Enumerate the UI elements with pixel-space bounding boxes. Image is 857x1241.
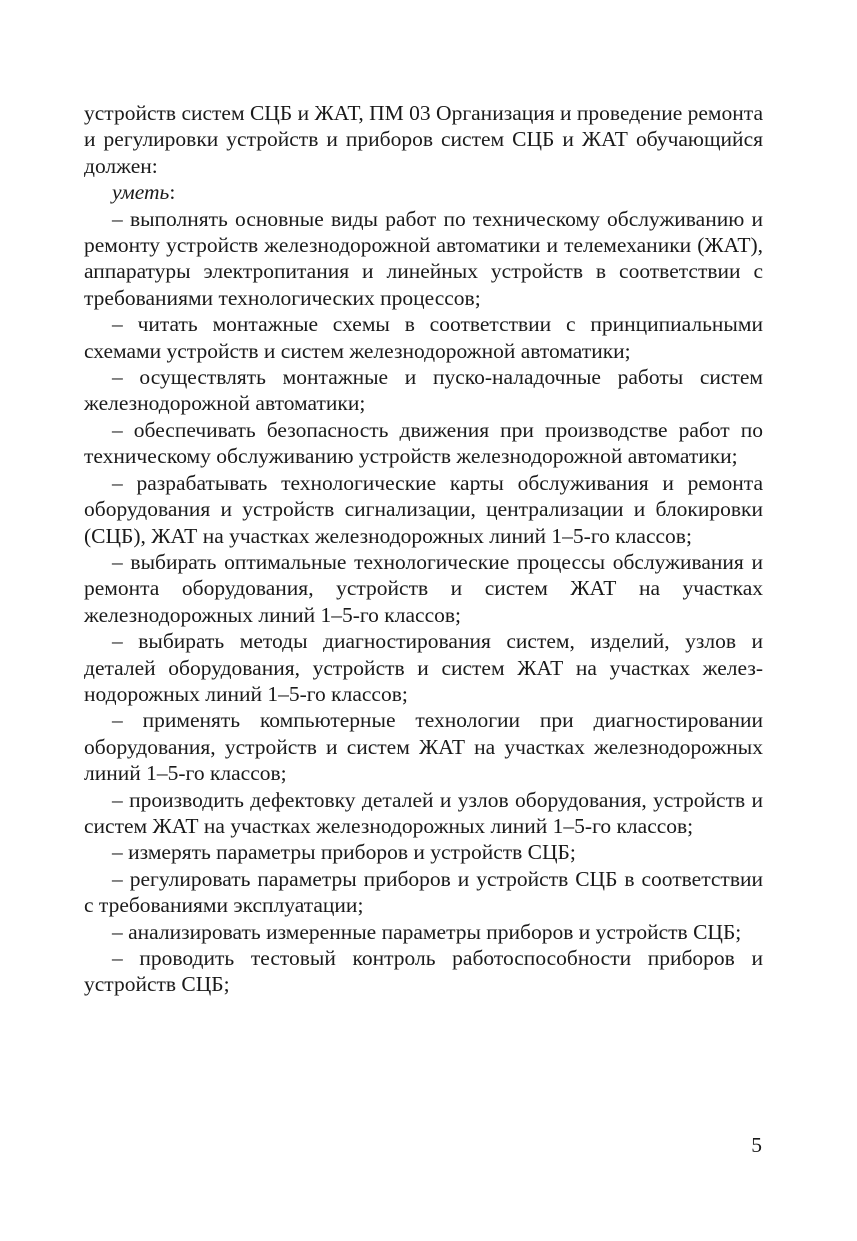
list-item: – выбирать оптимальные технологические процессы обслуживания и ремонта оборудования, устройств и систем ЖАТ на участках железнодорожных линий 1–5-го классов; (84, 549, 763, 627)
list-item: – разрабатывать технологические карты обслуживания и ремонта оборудования и устройств сигнализации, централизации и блокировки (СЦБ), ЖАТ на участках железнодорожных линий 1–5-го классов; (84, 470, 763, 548)
list-item: – обеспечивать безопасность движения при производстве работ по техническому обслуживанию устройств железнодорожной автоматики; (84, 417, 763, 469)
list-item: – применять компьютерные технологии при диагностировании оборудования, устройств и систем ЖАТ на участках железнодорожных линий 1–5-го классов; (84, 708, 763, 786)
page-body (84, 100, 763, 998)
list-item: – выполнять основные виды работ по техническому обслуживанию и ремонту устройств железнодорожной автоматики и телемеханики (ЖАТ), аппаратуры электропитания и линейных устройств в соответствии с требованиями технологических процессов; (84, 206, 763, 310)
list-item: – анализировать измеренные параметры приборов и устройств СЦБ; (112, 919, 742, 944)
list-item: – осуществлять монтажные и пуско-наладочные работы систем железнодорожной автоматики; (84, 365, 763, 416)
list-item: – регулировать параметры приборов и устройств СЦБ в соответствии с требованиями эксплуатации; (84, 866, 763, 918)
page-number: 5 (751, 1133, 762, 1157)
list-item: – измерять параметры приборов и устройств СЦБ; (112, 840, 576, 865)
list-item: – проводить тестовый контроль работоспособности приборов и устройств СЦБ; (84, 946, 763, 997)
skills-label-word: уметь (112, 180, 170, 205)
list-item: – производить дефектовку деталей и узлов оборудования, устройств и систем ЖАТ на участках железнодорожных линий 1–5-го классов; (84, 787, 763, 838)
skills-label-colon: : (169, 180, 176, 205)
list-item: – читать монтажные схемы в соответствии с принципиальными схемами устройств и систем железнодорожной автоматики; (84, 312, 763, 363)
skills-label (84, 179, 763, 205)
list-item: – выбирать методы диагностирования систем, изделий, узлов и деталей оборудования, устройств и систем ЖАТ на участках железнодорожных линий 1–5-го классов; (84, 629, 763, 706)
intro-paragraph: устройств систем СЦБ и ЖАТ, ПМ 03 Организация и проведение ремонта и регулировки устройств и приборов систем СЦБ и ЖАТ обучающийся должен: (84, 101, 763, 178)
